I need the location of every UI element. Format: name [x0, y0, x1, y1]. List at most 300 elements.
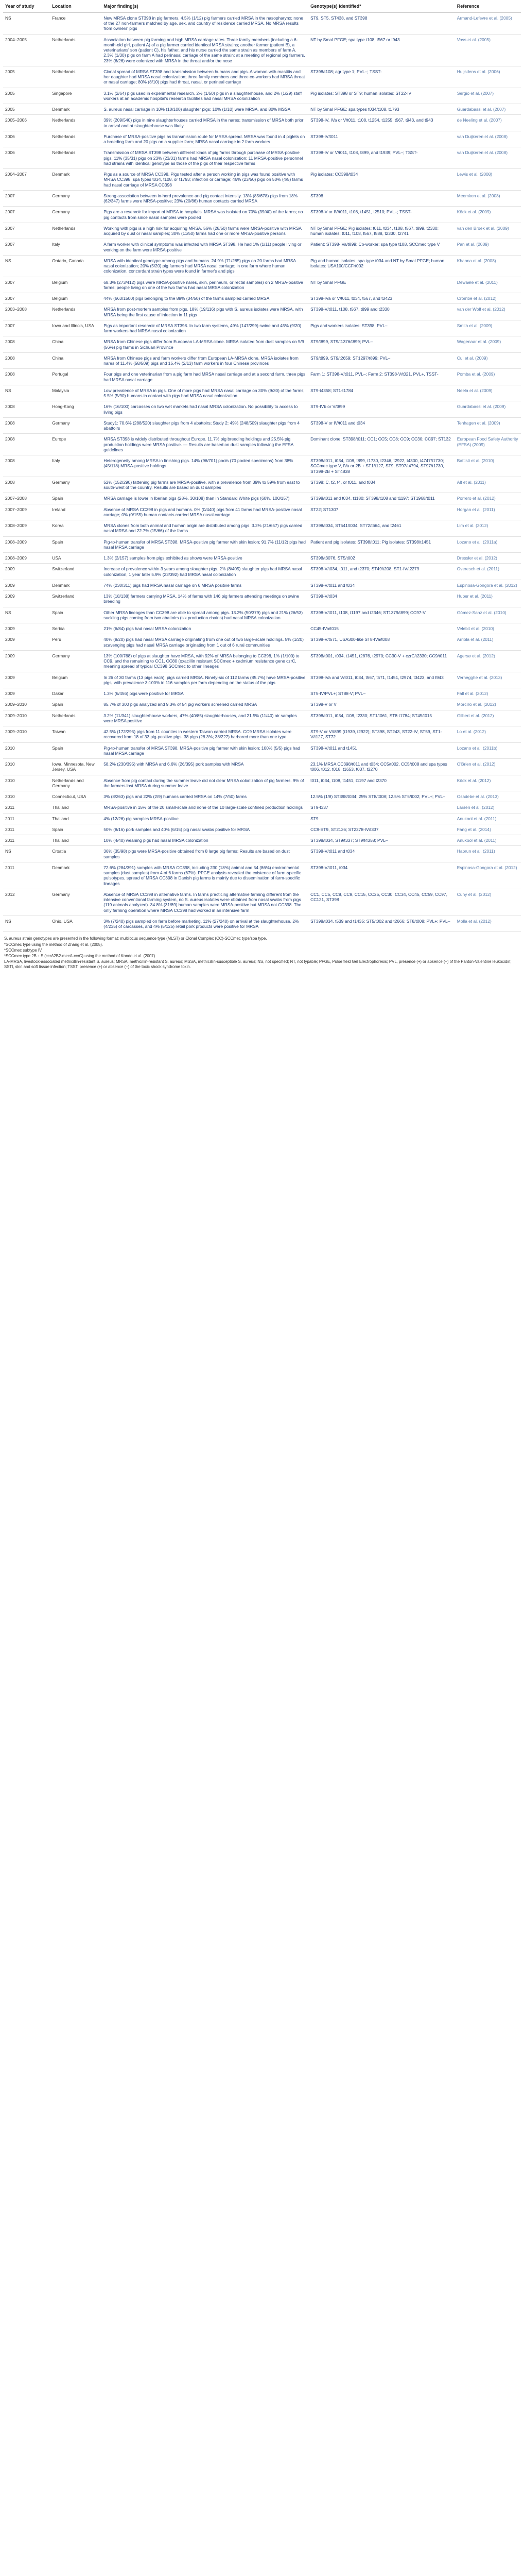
cell-reference[interactable]: Osadebe et al. (2013): [455, 791, 521, 802]
cell-reference[interactable]: Armand-Lefevre et al. (2005): [455, 12, 521, 34]
cell-findings: Absence from pig contact during the summer leave did not clear MRSA colonization of pig farmers. 9% of the farmers lost MRSA during summer leave: [101, 775, 308, 791]
cell-findings: 4% (12/26) pig samples MRSA-positive: [101, 813, 308, 824]
table-row: [3, 672, 521, 688]
cell-genotypes: ST398-V/t011 and t034: [308, 580, 455, 590]
cell-reference[interactable]: Morcillo et al. (2012): [455, 699, 521, 710]
cell-location: Spain: [50, 536, 101, 553]
cell-findings: 40% (8/20) pigs had nasal MRSA carriage originating from one out of two large-scale holdings. 5% (1/20) scavenging pigs had nasal MRSA carriage originating from 1 out of 6 rural communities: [101, 634, 308, 651]
cell-location: Croatia: [50, 846, 101, 862]
table-row: [3, 835, 521, 846]
cell-location: China: [50, 336, 101, 353]
cell-location: Netherlands: [50, 66, 101, 88]
cell-findings: Absence of MRSA CC398 in alternative farms. In farms practicing alternative farming different from the intensive conventional farming system, no S. aureus isolates were obtained from nasal swabs from pigs (119 animals analyzed). 34.8% (31/89) human samples were MRSA-positive but MRSA not CC398. The only farming operation where MRSA CC398 had worked in an intensive farm: [101, 889, 308, 916]
cell-genotypes: NT by SmaI PFGE: [308, 277, 455, 293]
cell-genotypes: ST9-IVb or V/t899: [308, 401, 455, 418]
cell-location: Switzerland: [50, 591, 101, 607]
cell-genotypes: 23.1% MRSA CC398/t011 and t034; CC5/t002, CC5/t008 and spa types t006, t012, t018, t1653, t037, t2270: [308, 759, 455, 775]
cell-reference[interactable]: Gilbert et al. (2012): [455, 710, 521, 726]
cell-findings: MRSA from Chinese pigs and farm workers differ from European LA-MRSA clone. MRSA isolates from nares of 11.4% (58/509) pigs and 15.4% (2/13) farm workers in four Chinese provinces: [101, 352, 308, 369]
cell-findings: Strong association between in-herd prevalence and pig contact intensity. 13% (85/678) pigs from 18% (62/347) farms were MRSA-positive; 23% (20/86) human contacts carried MRSA: [101, 190, 308, 207]
cell-year: 2008–2009: [3, 520, 50, 537]
cell-reference[interactable]: Huijsdens et al. (2006): [455, 66, 521, 88]
cell-findings: Pig-to-human transfer of MRSA ST398. MRSA-positive pig farmer with skin lesion; 91.7% (11/12) pigs had nasal MRSA carriage: [101, 536, 308, 553]
cell-genotypes: Farm 1: ST398-V/t011, PVL–; Farm 2: ST398-V/t021, PVL+, TSST-: [308, 369, 455, 385]
cell-location: Germany: [50, 477, 101, 493]
cell-location: Connecticut, USA: [50, 791, 101, 802]
cell-location: Germany: [50, 190, 101, 207]
cell-location: Spain: [50, 824, 101, 835]
cell-reference[interactable]: O'Brien et al. (2012): [455, 759, 521, 775]
cell-location: Netherlands and Germany: [50, 775, 101, 791]
table-row: [3, 304, 521, 320]
cell-findings: Transmission of MRSA ST398 between different kinds of pig farms through purchase of MRSA-positive pigs. 11% (35/31) pigs on 23% (23/31) farms had MRSA nasal colonization; 11 MRSA-positive personnel had strains with identical genotype as those of the pigs of their respective farms: [101, 147, 308, 169]
cell-findings: Purchase of MRSA-positive pigs as transmission route for MRSA spread. MRSA was found in 4 piglets on a breeding farm and 20 pigs on a supplier farm; MRSA nasal carriage in 2 farm workers: [101, 131, 308, 147]
table-row: [3, 650, 521, 672]
cell-findings: 1.3% (6/456) pigs were positive for MRSA: [101, 688, 308, 699]
cell-findings: 3.1% (2/64) pigs used in experimental research, 2% (1/50) pigs in a slaughterhouse, and 2% (1/29) staff workers at an academic hospital's research facilities had nasal MRSA colonization: [101, 88, 308, 104]
cell-reference[interactable]: van den Broek et al. (2009): [455, 223, 521, 239]
table-row: [3, 401, 521, 418]
table-row: [3, 846, 521, 862]
cell-findings: 68.3% (273/412) pigs were MRSA-positive nares, skin, perineum, or rectal samples) on 2 MRSA-positive farms; people living on one of the two farms had nasal MRSA colonization: [101, 277, 308, 293]
cell-genotypes: Patient and pig isolates: ST398/t011; Pig isolates: ST398/t1451: [308, 536, 455, 553]
cell-findings: Absence of MRSA CC398 in pigs and humans. 0% (0/440) pigs from 41 farms had MRSA-positive nasal carriage; 0% (0/155) human contacts carried MRSA nasal carriage: [101, 504, 308, 520]
cell-year: NS: [3, 12, 50, 34]
cell-location: Spain: [50, 493, 101, 504]
cell-findings: S. aureus nasal carriage in 10% (10/100) slaughter pigs; 10% (1/10) were MRSA, and 80% MSSA: [101, 104, 308, 115]
cell-location: Spain: [50, 742, 101, 759]
cell-genotypes: ST398-V or V: [308, 699, 455, 710]
cell-location: Spain: [50, 607, 101, 623]
cell-year: 2012: [3, 889, 50, 916]
table-row: [3, 916, 521, 932]
cell-year: 2007: [3, 223, 50, 239]
cell-location: Taiwan: [50, 726, 101, 743]
cell-genotypes: ST5-IV/PVL+; ST88-V; PVL–: [308, 688, 455, 699]
cell-reference[interactable]: van Duijkeren et al. (2008): [455, 147, 521, 169]
cell-year: 2010: [3, 742, 50, 759]
cell-findings: MRSA clones from both animal and human origin are distributed among pigs. 3.2% (21/657) pigs carried nasal MRSA and 22.7% (15/66) of the farms: [101, 520, 308, 537]
cell-year: 2011: [3, 862, 50, 889]
table-row: [3, 88, 521, 104]
table-row: [3, 791, 521, 802]
cell-reference[interactable]: Velebit et al. (2010): [455, 623, 521, 634]
cell-genotypes: ST398-V/t011, t108, t567, t899 and t2330: [308, 304, 455, 320]
cell-findings: 1.3% (2/157) samples from pigs exhibited as shows were MRSA-positive: [101, 553, 308, 564]
cell-reference[interactable]: Verhegghe et al. (2013): [455, 672, 521, 688]
cell-year: 2006: [3, 147, 50, 169]
table-row: [3, 207, 521, 223]
table-row: [3, 553, 521, 564]
cell-reference[interactable]: Köck et al. (2009): [455, 207, 521, 223]
cell-year: 2005: [3, 104, 50, 115]
cell-reference[interactable]: Neela et al. (2009): [455, 385, 521, 401]
table-row: [3, 591, 521, 607]
cell-genotypes: ST398-IV, IVa or V/t011, t108, t1254, t1255, t567, t943, and t943: [308, 115, 455, 131]
cell-reference[interactable]: van Duijkeren et al. (2008): [455, 131, 521, 147]
cell-year: 2007: [3, 277, 50, 293]
cell-year: 2009: [3, 650, 50, 672]
cell-year: 2011: [3, 835, 50, 846]
cell-findings: 44% (663/1500) pigs belonging to the 89% (34/50) of the farms sampled carried MRSA: [101, 293, 308, 304]
table-row: [3, 726, 521, 743]
cell-year: 2011: [3, 813, 50, 824]
cell-findings: 52% (152/290) fattening pig farms are MRSA-positive, with a prevalence from 39% to 59% from east to south-west of the country. Results are based on dust samples: [101, 477, 308, 493]
footnote: LA-MRSA, livestock-associated methicillin-resistant S. aureus; MRSA, methicillin-resistant S. aureus; MSSA, methicillin-susceptible S. aureus; NS, not specified; NT, not typable; PFGE, Pulse field Gel Electrophoresis; PVL, presence (+) or absence (–) of the Panton-Valentine leukocidin; SSTI, skin and soft tissue infection; TSST, presence (+) or absence (–) of the toxic shock syndrome toxin.: [4, 959, 512, 970]
cell-genotypes: ST9/t899, ST9/t1376/t899; PVL–: [308, 336, 455, 353]
table-row: [3, 352, 521, 369]
cell-findings: 13% (18/138) farmers carrying MRSA, 14% of farms with 146 pig farmers attending meetings on swine breeding: [101, 591, 308, 607]
cell-location: Denmark: [50, 580, 101, 590]
cell-reference[interactable]: Cuny et al. (2012): [455, 889, 521, 916]
cell-reference[interactable]: Köck et al. (2012): [455, 775, 521, 791]
cell-reference[interactable]: Meemken et al. (2008): [455, 190, 521, 207]
table-row: [3, 813, 521, 824]
cell-year: NS: [3, 916, 50, 932]
cell-findings: MRSA carriage is lower in Iberian pigs (28%, 30/108) than in Standard White pigs (60%, 100/157): [101, 493, 308, 504]
cell-reference[interactable]: Voss et al. (2005): [455, 34, 521, 66]
cell-year: 2003–2008: [3, 304, 50, 320]
cell-reference[interactable]: Wagenaar et al. (2009): [455, 336, 521, 353]
cell-findings: Pigs as a source of MRSA CC398. Pigs tested after a person working in pigs was found positive with MRSA CC398, spa types t034, t108, or t1793; infection or carriage; 46% (23/50) pigs on 50% (4/5) farms had nasal carriage of MRSA CC398: [101, 169, 308, 191]
cell-reference[interactable]: Espinosa-Gongora et al. (2012): [455, 580, 521, 590]
cell-location: Korea: [50, 520, 101, 537]
cell-reference[interactable]: Sergio et al. (2007): [455, 88, 521, 104]
cell-findings: Low prevalence of MRSA in pigs. One of more pigs had MRSA nasal carriage on 30% (9/30) of the farms; 5.5% (5/90) humans in contact with pigs had MRSA nasal colonization: [101, 385, 308, 401]
header-location: Location: [50, 2, 101, 12]
cell-year: 2008: [3, 434, 50, 455]
table-row: [3, 634, 521, 651]
table-row: [3, 688, 521, 699]
table-row: [3, 385, 521, 401]
cell-location: Netherlands: [50, 710, 101, 726]
cell-year: 2009: [3, 591, 50, 607]
table-row: [3, 336, 521, 353]
cell-findings: MRSA-positive in 15% of the 20 small-scale and none of the 10 large-scale confined production holdings: [101, 802, 308, 813]
table-row: [3, 477, 521, 493]
table-row: [3, 239, 521, 256]
cell-reference[interactable]: Lo et al. (2012): [455, 726, 521, 743]
cell-genotypes: ST398/t034, t539 and t1435; ST5/t002 and t2666; ST8/t008; PVL+; PVL–: [308, 916, 455, 932]
cell-findings: Pig-to-human transfer of MRSA ST398. MRSA-positive pig farmer with skin lesion; 100% (5/5) pigs had nasal MRSA carriage: [101, 742, 308, 759]
cell-location: Netherlands: [50, 147, 101, 169]
cell-year: 2009–2010: [3, 699, 50, 710]
cell-genotypes: CC45-IVa/t015: [308, 623, 455, 634]
cell-reference[interactable]: Porrero et al. (2012): [455, 493, 521, 504]
cell-location: Italy: [50, 455, 101, 477]
cell-reference[interactable]: Cui et al. (2009): [455, 352, 521, 369]
cell-location: Serbia: [50, 623, 101, 634]
cell-findings: In 26 of 30 farms (13 pigs each), pigs carried MRSA. Ninety-six of 112 farms (85.7%) have MRSA-positive pigs, with prevalence 3-100% in 116 samples per farm depending on the status of the pigs: [101, 672, 308, 688]
cell-reference[interactable]: Horgan et al. (2011): [455, 504, 521, 520]
cell-findings: MRSA with identical genotype among pigs and humans. 24.9% (71/285) pigs on 20 farms had MRSA nasal colonization; 20% (5/20) pig farmers had MRSA nasal carriage; in one farm where human colonization, concordant strain types were found in farmer's and pigs: [101, 255, 308, 277]
cell-year: 2007: [3, 239, 50, 256]
table-row: [3, 34, 521, 66]
cell-year: 2005–2006: [3, 115, 50, 131]
cell-year: 2010: [3, 775, 50, 791]
cell-reference[interactable]: Guardabassi et al. (2007): [455, 104, 521, 115]
table-row: [3, 104, 521, 115]
cell-reference[interactable]: Battisti et al. (2010): [455, 455, 521, 477]
table-row: [3, 12, 521, 34]
cell-year: 2010: [3, 791, 50, 802]
cell-genotypes: ST398/t011, t034, t108, t899, t1730, t2346, t2922, t4300, t4747/t1730; SCCmec type V, IVa or 2B + ST1/t127, ST9, ST97/t4794, ST97/t1730, ST398-2B + ST4838: [308, 455, 455, 477]
cell-reference[interactable]: European Food Safety Authority (EFSA) (2009): [455, 434, 521, 455]
mrsa-pig-studies-table: [3, 2, 521, 932]
cell-reference[interactable]: Espinosa-Gongora et al. (2012): [455, 862, 521, 889]
cell-location: Netherlands: [50, 304, 101, 320]
cell-location: Thailand: [50, 835, 101, 846]
table-row: [3, 455, 521, 477]
cell-location: Spain: [50, 699, 101, 710]
cell-reference[interactable]: Agersø et al. (2012): [455, 650, 521, 672]
cell-reference[interactable]: Lozano et al. (2011a): [455, 536, 521, 553]
cell-year: 2008: [3, 369, 50, 385]
cell-location: Ontario, Canada: [50, 255, 101, 277]
header-genotypes: Genotype(s) identified*: [308, 2, 455, 12]
cell-reference[interactable]: Smith et al. (2009): [455, 320, 521, 336]
table-row: [3, 742, 521, 759]
cell-reference[interactable]: Fall et al. (2012): [455, 688, 521, 699]
cell-genotypes: ST398-IVa and V/t011, t034, t567, t571, t1451, t2974, t3423, and t943: [308, 672, 455, 688]
cell-year: 2004–2005: [3, 34, 50, 66]
cell-genotypes: 12.5% (1/8) ST398/t034; 25% ST8/t008; 12.5% ST5/t002; PVL+; PVL–: [308, 791, 455, 802]
table-body: [3, 12, 521, 932]
table-row: [3, 802, 521, 813]
table-container: [0, 0, 524, 970]
cell-year: NS: [3, 607, 50, 623]
cell-findings: 3% (7/240) pigs sampled on farm before marketing, 11% (27/240) on arrival at the slaughterhouse, 2% (4/235) of carcasses, and 4% (5/125) retail pork products were positive for MRSA: [101, 916, 308, 932]
table-row: [3, 824, 521, 835]
cell-reference[interactable]: Pan et al. (2009): [455, 239, 521, 256]
cell-year: 2009: [3, 564, 50, 580]
cell-year: NS: [3, 846, 50, 862]
cell-location: Belgium: [50, 672, 101, 688]
cell-location: Europe: [50, 434, 101, 455]
cell-reference[interactable]: Lewis et al. (2008): [455, 169, 521, 191]
cell-year: 2007: [3, 190, 50, 207]
table-row: [3, 369, 521, 385]
cell-year: 2011: [3, 824, 50, 835]
footnote: S. aureus strain genotypes are presented in the following format: multilocus sequence type (MLST) or Clonal Complex (CC)-SCCmec type/spa type.: [4, 936, 267, 941]
cell-findings: New MRSA clone ST398 in pig farmers. 4.5% (1/12) pig farmers carried MRSA in the nasopharynx; none of the 27 non-farmers matched by age, sex, and country of residence carried MRSA. No MRSA results from owners' pigs: [101, 12, 308, 34]
table-row: [3, 434, 521, 455]
cell-reference[interactable]: Habrun et al. (2011): [455, 846, 521, 862]
cell-year: 2009: [3, 623, 50, 634]
cell-reference[interactable]: Guardabassi et al. (2009): [455, 401, 521, 418]
cell-year: 2007: [3, 207, 50, 223]
cell-findings: 50% (8/16) pork samples and 40% (6/15) pig nasal swabs positive for MRSA: [101, 824, 308, 835]
cell-findings: 85.7% of 300 pigs analyzed and 9.3% of 54 pig workers screened carried MRSA: [101, 699, 308, 710]
cell-genotypes: ST9-V or V/t899 (t1939, t2922); ST398, ST243, ST22-IV, ST59, ST1-V/t127, ST72: [308, 726, 455, 743]
cell-genotypes: t011, t034, t108, t1451, t1197 and t2370: [308, 775, 455, 791]
cell-reference[interactable]: Anukool et al. (2011): [455, 835, 521, 846]
cell-genotypes: ST398-IV/t011: [308, 131, 455, 147]
cell-location: Peru: [50, 634, 101, 651]
cell-genotypes: ST398-V/t011 and t034: [308, 846, 455, 862]
cell-reference[interactable]: Pomba et al. (2009): [455, 369, 521, 385]
cell-findings: 21% (6/84) pigs had nasal MRSA colonization: [101, 623, 308, 634]
cell-reference[interactable]: Larsen et al. (2012): [455, 802, 521, 813]
cell-location: Denmark: [50, 104, 101, 115]
table-header: [3, 2, 521, 12]
table-row: [3, 277, 521, 293]
cell-findings: MRSA from post-mortem samples from pigs. 18% (19/116) pigs with S. aureus isolates were MRSA, with MRSA being the first cause of infection in 11 pigs: [101, 304, 308, 320]
cell-reference[interactable]: Dressler et al. (2012): [455, 553, 521, 564]
cell-genotypes: Pig isolates: ST398 or ST9; human isolates: ST22-IV: [308, 88, 455, 104]
table-row: [3, 759, 521, 775]
cell-findings: 58.2% (230/395) with MRSA and 6.6% (26/395) pork samples with MRSA: [101, 759, 308, 775]
footnote: *SCCmec subtype IV.: [4, 947, 43, 953]
cell-findings: Pigs as important reservoir of MRSA ST398. In two farm systems, 49% (147/299) swine and 45% (9/20) farm workers had MRSA nasal colonization: [101, 320, 308, 336]
cell-location: Denmark: [50, 862, 101, 889]
cell-location: Germany: [50, 417, 101, 434]
cell-reference[interactable]: de Neeling et al. (2007): [455, 115, 521, 131]
table-row: [3, 115, 521, 131]
cell-location: Ohio, USA: [50, 916, 101, 932]
cell-reference[interactable]: Molla et al. (2012): [455, 916, 521, 932]
cell-genotypes: CC1, CC5, CC8, CC9, CC15, CC25, CC30, CC34, CC45, CC59, CC97, CC121, ST398: [308, 889, 455, 916]
table-row: [3, 520, 521, 537]
cell-location: Dakar: [50, 688, 101, 699]
cell-year: 2008: [3, 417, 50, 434]
header-row: [3, 2, 521, 12]
cell-findings: 39% (209/540) pigs in nine slaughterhouses carried MRSA in the nares; transmission of MRSA both prior to arrival and at slaughterhouse was likely: [101, 115, 308, 131]
cell-location: Thailand: [50, 802, 101, 813]
table-row: [3, 564, 521, 580]
cell-year: 2011: [3, 802, 50, 813]
cell-genotypes: ST398-V/t011, t108, t1197 and t2346; ST1379/t899; CC97-V: [308, 607, 455, 623]
cell-year: 2008: [3, 401, 50, 418]
cell-genotypes: NT by SmaI PFGE; spa types t034/t108, t1793: [308, 104, 455, 115]
cell-genotypes: Pig isolates: CC398/t034: [308, 169, 455, 191]
cell-genotypes: ST9/t899, ST9/t2659; ST1297/t899; PVL–: [308, 352, 455, 369]
cell-year: 2010: [3, 759, 50, 775]
cell-genotypes: ST398; C, t2, t4, or t011, and t034: [308, 477, 455, 493]
cell-location: Singapore: [50, 88, 101, 104]
cell-year: 2008–2009: [3, 536, 50, 553]
cell-year: 2009: [3, 672, 50, 688]
table-row: [3, 223, 521, 239]
header-reference: Reference: [455, 2, 521, 12]
cell-location: Belgium: [50, 277, 101, 293]
table-row: [3, 862, 521, 889]
cell-genotypes: ST398/t3076, ST5/t002: [308, 553, 455, 564]
cell-genotypes: ST398/t108; agr type 1; PVL–; TSST-: [308, 66, 455, 88]
footnote: *SCCmec type 2B + 5 (ccrA2B2-mecA-ccrC) using the method of Kondo et al. (2007).: [4, 953, 156, 958]
cell-year: 2007: [3, 320, 50, 336]
cell-genotypes: ST398/t034, ST541/t034; ST72/t664, and t2461: [308, 520, 455, 537]
cell-reference[interactable]: Alt et al. (2011): [455, 477, 521, 493]
cell-findings: Association between pig farming and high MRSA carriage rates. Three family members (including a 6-month-old girl, patient A) of a pig farmer carried identical MRSA strains; another farmer (patient B), a veterinarians' son (patient C), his father, and his nurse carried the same strain as members of farm A. 2.3% (1/30) pigs on farm A had perinasal carriage of the same strain; at a meeting of regional pig farmers, 23% (6/26) were colonized with MRSA in the throat and/or the nose: [101, 34, 308, 66]
cell-genotypes: NT by SmaI PFGE; spa type t108, t567 or t943: [308, 34, 455, 66]
cell-genotypes: ST9-t4358; ST1-t1784: [308, 385, 455, 401]
cell-year: 2004–2007: [3, 169, 50, 191]
cell-genotypes: ST398: [308, 190, 455, 207]
table-row: [3, 147, 521, 169]
cell-reference[interactable]: Dewaele et al. (2011): [455, 277, 521, 293]
cell-genotypes: Patient: ST398-IVa/t899; Co-worker: spa type t108, SCCmec type V: [308, 239, 455, 256]
cell-reference[interactable]: Anukool et al. (2011): [455, 813, 521, 824]
cell-findings: Four pigs and one veterinarian from a pig farm had MRSA nasal carriage and at a second farm, three pigs had MRSA nasal carriage: [101, 369, 308, 385]
cell-location: China: [50, 352, 101, 369]
cell-reference[interactable]: Arriola et al. (2011): [455, 634, 521, 651]
cell-genotypes: ST398-V/t034, t011, and t2370; ST49/t208, ST1-IV/t2279: [308, 564, 455, 580]
cell-location: Ireland: [50, 504, 101, 520]
table-row: [3, 710, 521, 726]
cell-location: Italy: [50, 239, 101, 256]
cell-genotypes: ST9-t337: [308, 802, 455, 813]
cell-reference[interactable]: Huber et al. (2011): [455, 591, 521, 607]
table-row: [3, 623, 521, 634]
cell-genotypes: Pig and human isolates: spa type t034 and NT by SmaI PFGE; human isolates: USA100/CCFrt002: [308, 255, 455, 277]
table-row: [3, 607, 521, 623]
cell-reference[interactable]: Lozano et al. (2011b): [455, 742, 521, 759]
cell-location: France: [50, 12, 101, 34]
cell-reference[interactable]: Tenhagen et al. (2009): [455, 417, 521, 434]
table-row: [3, 580, 521, 590]
footnote: *SCCmec type using the method of Zhang et al. (2005).: [4, 942, 103, 947]
cell-genotypes: ST398-V or IV/t011 and t034: [308, 417, 455, 434]
cell-findings: 74% (230/311) pigs had MRSA nasal carriage on 6 MRSA positive farms: [101, 580, 308, 590]
cell-reference[interactable]: Crombé et al. (2012): [455, 293, 521, 304]
cell-location: Thailand: [50, 813, 101, 824]
cell-year: 2009: [3, 688, 50, 699]
cell-findings: Pigs are a reservoir for import of MRSA to hospitals. MRSA was isolated on 70% (39/40) of the farms; no pig contacts from since nasal samples were pooled: [101, 207, 308, 223]
cell-findings: MRSA from Chinese pigs differ from European LA-MRSA clone. MRSA isolated from dust samples on 5/9 (56%) pig farms in Sichuan Province: [101, 336, 308, 353]
table-row: [3, 293, 521, 304]
table-row: [3, 889, 521, 916]
cell-findings: 42.5% (172/295) pigs from 11 counties in western Taiwan carried MRSA. CC9 MRSA isolates were recovered from 18 of 33 pig-positive pigs. 38 pigs (28.3%; 38/227) harbored more than one type: [101, 726, 308, 743]
table-row: [3, 131, 521, 147]
cell-location: Netherlands: [50, 223, 101, 239]
cell-reference[interactable]: van der Wolf et al. (2012): [455, 304, 521, 320]
cell-year: 2009: [3, 634, 50, 651]
cell-genotypes: ST9: [308, 813, 455, 824]
cell-findings: 36% (35/98) pigs were MRSA-positive obtained from 8 large pig farms; Results are based on dust samples: [101, 846, 308, 862]
table-row: [3, 66, 521, 88]
table-row: [3, 775, 521, 791]
cell-genotypes: ST398-IV or V/t011, t108, t899, and t1939; PVL–; TSST-: [308, 147, 455, 169]
cell-location: Switzerland: [50, 564, 101, 580]
cell-reference[interactable]: Overesch et al. (2011): [455, 564, 521, 580]
cell-location: Germany: [50, 889, 101, 916]
cell-findings: Working with pigs is a high risk for acquiring MRSA. 56% (28/50) farms were MRSA-positive with MRSA acquired by dust or nasal samples; 30% (11/50) farms had one or more MRSA-positive persons: [101, 223, 308, 239]
cell-year: 2008: [3, 336, 50, 353]
cell-year: 2009–2010: [3, 710, 50, 726]
cell-reference[interactable]: Lim et al. (2012): [455, 520, 521, 537]
cell-findings: Study1: 70.6% (288/520) slaughter pigs from 4 abattoirs; Study 2: 49% (248/509) slaughter pigs from 4 abattoirs: [101, 417, 308, 434]
cell-genotypes: ST398-V/t034: [308, 591, 455, 607]
cell-reference[interactable]: Fang et al. (2014): [455, 824, 521, 835]
cell-genotypes: ST398-IVa or V/t011, t034, t567, and t3423: [308, 293, 455, 304]
cell-year: 2009–2010: [3, 726, 50, 743]
cell-genotypes: ST9, ST5, ST438, and ST398: [308, 12, 455, 34]
cell-reference[interactable]: Khanna et al. (2008): [455, 255, 521, 277]
cell-reference[interactable]: Gómez-Sanz et al. (2010): [455, 607, 521, 623]
cell-genotypes: ST22; ST1307: [308, 504, 455, 520]
cell-year: 2008: [3, 352, 50, 369]
cell-year: 2008: [3, 455, 50, 477]
table-row: [3, 255, 521, 277]
cell-location: Denmark: [50, 169, 101, 191]
cell-location: Hong-Kong: [50, 401, 101, 418]
cell-genotypes: ST398-V/t011, t034: [308, 862, 455, 889]
cell-genotypes: ST398/t011, t034, t108, t2330; ST1/t061, ST8-t1784; ST45/t015: [308, 710, 455, 726]
cell-genotypes: ST398-V/t011 and t1451: [308, 742, 455, 759]
cell-findings: 3.2% (11/341) slaughterhouse workers, 47% (40/85) slaughterhouses, and 21.5% (11/40) air samples were MRSA positive: [101, 710, 308, 726]
cell-findings: 16% (16/100) carcasses on two wet markets had nasal MRSA colonization. No possibility to access to living pigs: [101, 401, 308, 418]
